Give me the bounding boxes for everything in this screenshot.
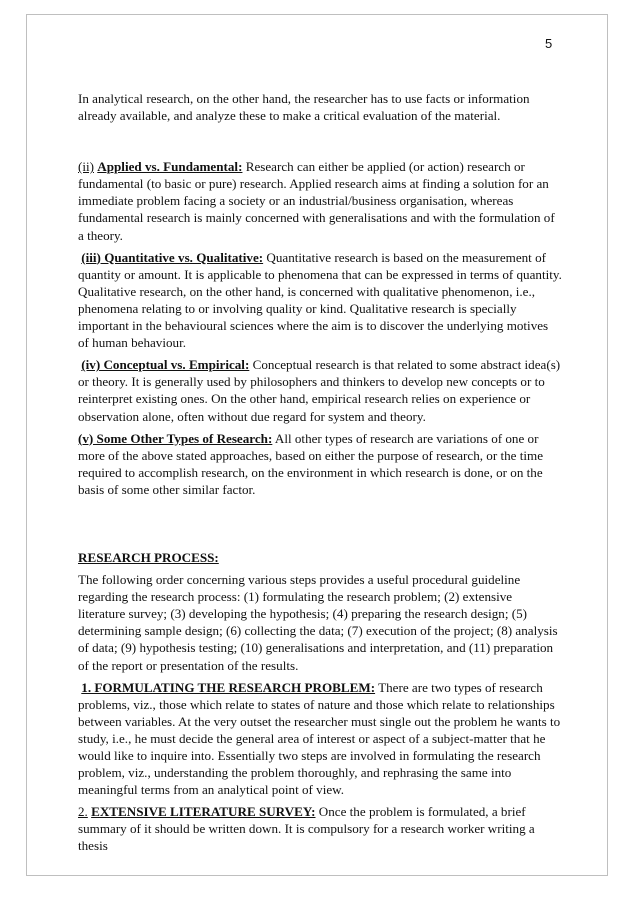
paragraph-other-types — [78, 430, 562, 498]
survey-number: 2. — [78, 804, 88, 820]
paragraph-conceptual — [78, 356, 562, 424]
applied-body: Research can either be applied (or action) research or fundamental (to basic or pure) research. Applied research aims at finding a solution for an immediate problem facing a society or an industrial/business organisation, whereas fundamental research is mainly concerned with generalisations and with the formulation of a theory. — [78, 159, 555, 243]
document-body — [78, 90, 562, 855]
research-process-heading: RESEARCH PROCESS: — [78, 549, 219, 565]
paragraph-applied — [78, 158, 562, 243]
page-number: 5 — [545, 36, 553, 51]
paragraph-quantitative — [78, 249, 562, 352]
survey-heading: EXTENSIVE LITERATURE SURVEY: — [91, 804, 316, 820]
quantitative-heading: (iii) Quantitative vs. Qualitative: — [81, 249, 264, 265]
conceptual-heading: (iv) Conceptual vs. Empirical: — [81, 357, 250, 373]
other-types-body: All other types of research are variations of one or more of the above stated approaches, based on either the purpose of research, or the time required to accomplish research, on the environment in which research is done, or on the basis of some other similar factor. — [78, 430, 544, 497]
other-types-heading: (v) Some Other Types of Research: — [78, 430, 273, 446]
paragraph-formulating — [78, 679, 562, 799]
applied-number: (ii) — [78, 159, 94, 175]
applied-heading: Applied vs. Fundamental: — [97, 159, 243, 175]
paragraph-research-process: The following order concerning various steps provides a useful procedural guideline regarding the research process: (1) formulating the research problem; (2) extensive literature survey; (3) developing the hypothesis; (4) preparing the research design; (5) determining sample design; (6) collecting the data; (7) execution of the project; (8) analysis of data; (9) hypothesis testing; (10) generalisations and interpretation, and (11) preparation of the report or presentation of the results. — [78, 572, 558, 673]
formulating-heading: 1. FORMULATING THE RESEARCH PROBLEM: — [81, 679, 376, 695]
paragraph-literature-survey — [78, 803, 562, 854]
quantitative-body: Quantitative research is based on the measurement of quantity or amount. It is applicable to phenomena that can be expressed in terms of quantity. Qualitative research, on the other hand, is concerned with qualitative phenomenon, i.e., phenomena relating to or involving quality or kind. Qualitative research is specially important in the behavioural sciences where the aim is to discover the underlying motives of human behaviour. — [78, 249, 562, 351]
formulating-body: There are two types of research problems, viz., those which relate to states of nature and those which relate to relationships between variables. At the very outset the researcher must single out the problem he wants to study, i.e., he must decide the general area of interest or aspect of a subject-matter that he would like to inquire into. Essentially two steps are involved in formulating the research problem, viz., understanding the problem thoroughly, and rephrasing the same into meaningful terms from an analytical point of view. — [78, 679, 561, 798]
conceptual-body: Conceptual research is that related to some abstract idea(s) or theory. It is generally used by philosophers and thinkers to develop new concepts or to reinterpret existing ones. On the other hand, empirical research relies on experience or observation alone, often without due regard for system and theory. — [78, 357, 561, 424]
paragraph-analytical: In analytical research, on the other hand, the researcher has to use facts or information already available, and analyze these to make a critical evaluation of the material. — [78, 91, 530, 124]
survey-body: Once the problem is formulated, a brief summary of it should be written down. It is compulsory for a research worker writing a thesis — [78, 804, 535, 854]
